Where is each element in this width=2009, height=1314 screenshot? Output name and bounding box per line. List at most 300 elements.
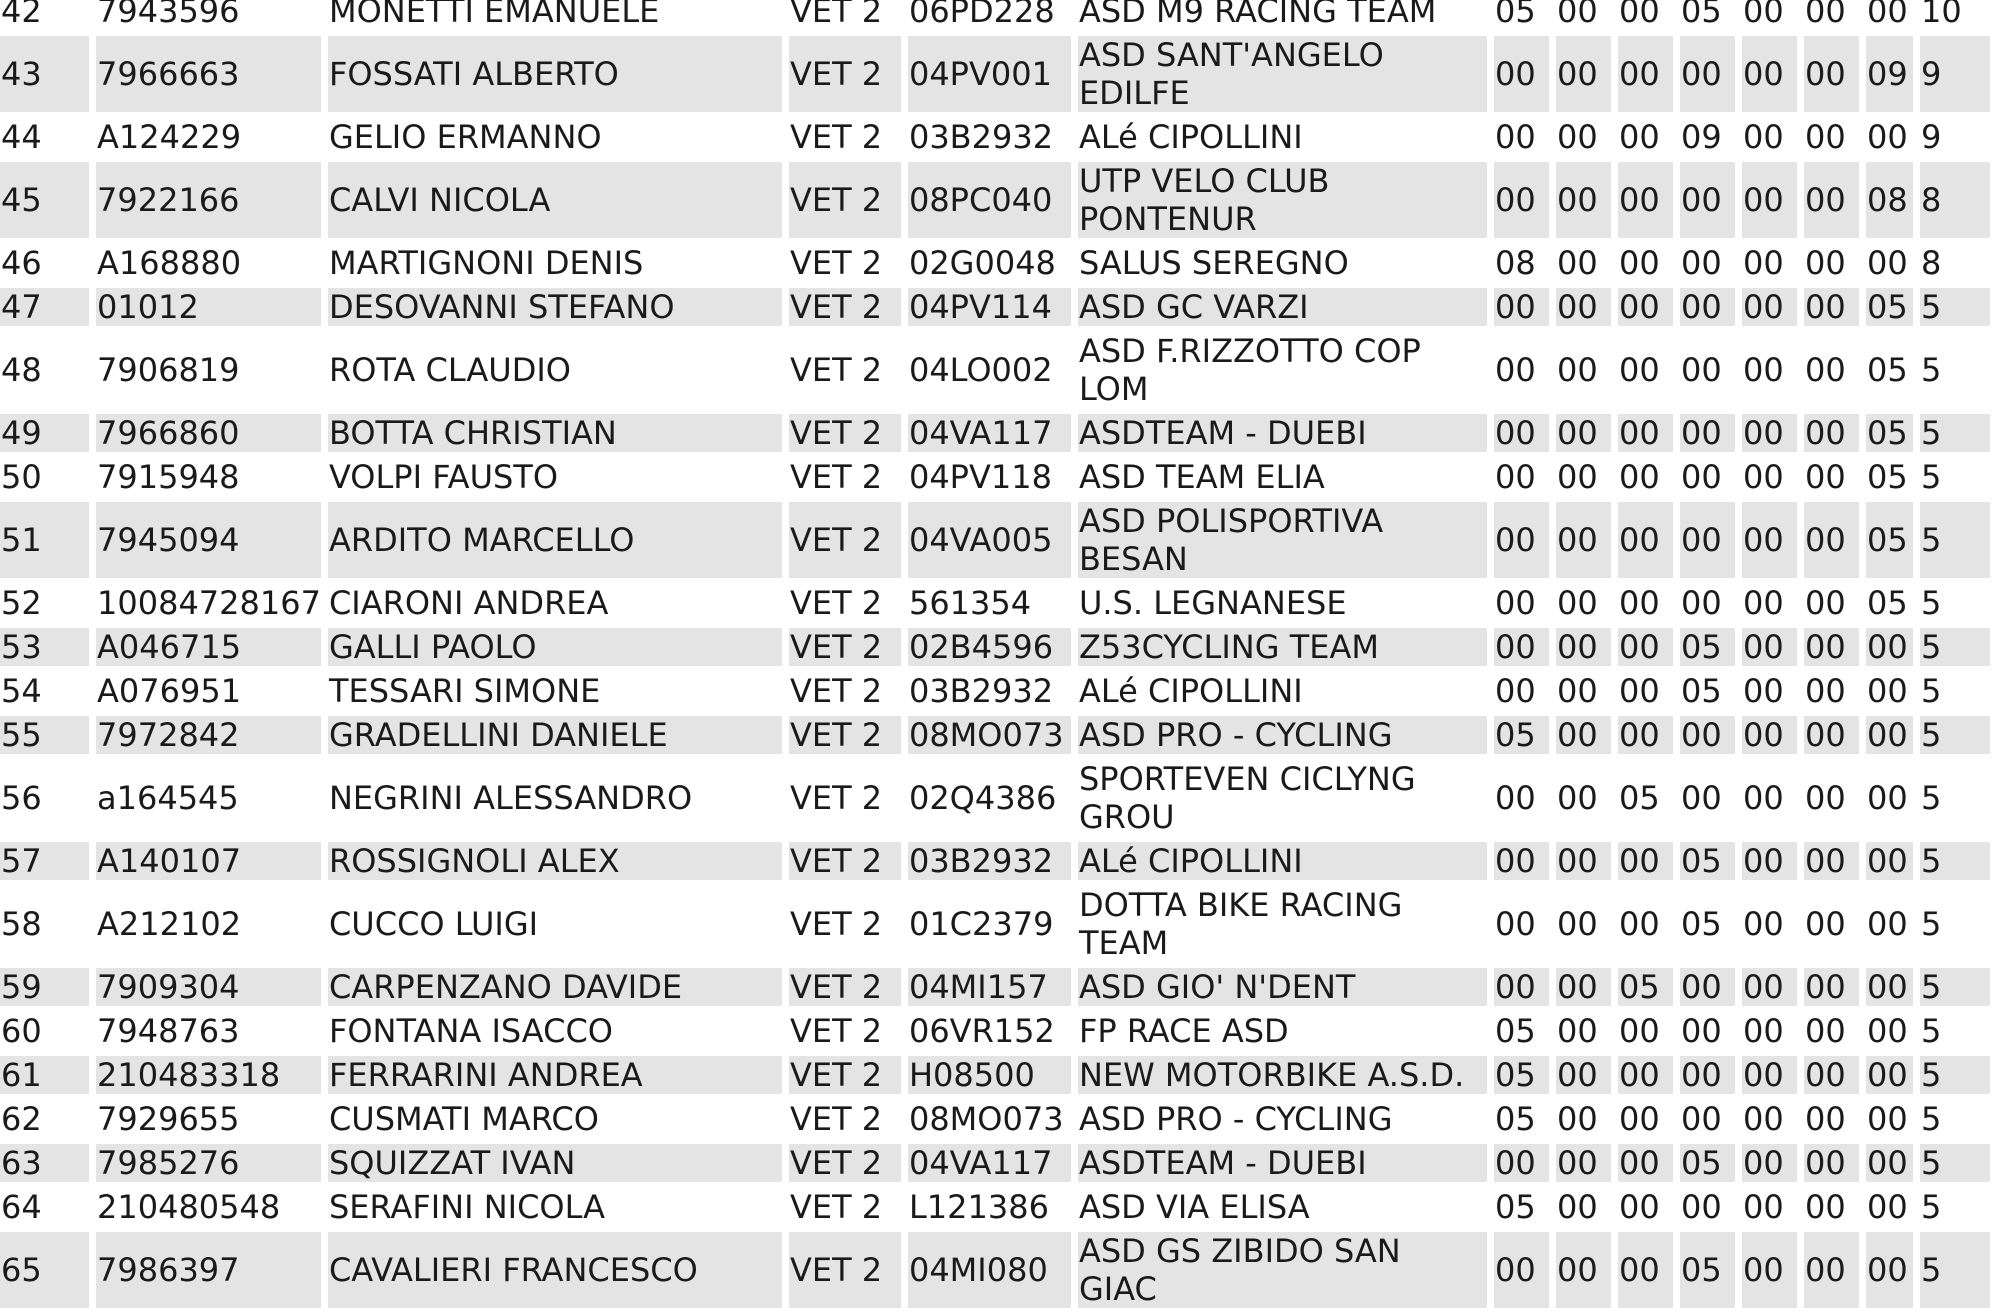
team-code-cell: H08500 xyxy=(908,1056,1071,1094)
rider-name-cell: SQUIZZAT IVAN xyxy=(328,1144,782,1182)
race-3-points-cell: 00 xyxy=(1618,842,1673,880)
race-1-points-cell: 00 xyxy=(1494,905,1536,943)
team-name-cell: SPORTEVEN CICLYNG GROU xyxy=(1078,760,1416,836)
race-2-points-cell: 00 xyxy=(1556,1232,1611,1308)
race-3-points-cell: 00 xyxy=(1618,1056,1673,1094)
race-6-points-cell: 00 xyxy=(1804,628,1859,666)
race-4-points-cell: 00 xyxy=(1680,162,1735,238)
position-cell: 47 xyxy=(0,288,89,326)
category-cell: VET 2 xyxy=(789,842,901,880)
total-points-cell: 5 xyxy=(1920,1100,1942,1138)
race-7-points-cell: 00 xyxy=(1866,716,1913,754)
race-6-points-cell: 00 xyxy=(1804,458,1846,496)
position-cell: 53 xyxy=(0,628,89,666)
race-4-points-cell: 05 xyxy=(1680,0,1722,30)
race-5-points-cell: 00 xyxy=(1742,288,1797,326)
race-3-points-cell: 00 xyxy=(1618,1232,1673,1308)
race-5-points-cell: 00 xyxy=(1742,968,1797,1006)
race-7-points-cell: 05 xyxy=(1866,502,1913,578)
race-1-points-cell: 00 xyxy=(1494,288,1549,326)
team-name-cell: ASD PRO - CYCLING xyxy=(1078,1100,1393,1138)
race-6-points-cell: 00 xyxy=(1804,502,1859,578)
table-row xyxy=(0,672,1990,710)
race-7-points-cell: 00 xyxy=(1866,1188,1908,1226)
team-code-cell: 02B4596 xyxy=(908,628,1071,666)
table-row xyxy=(0,244,1990,282)
position-cell: 52 xyxy=(1,584,42,622)
race-1-points-cell: 05 xyxy=(1494,1188,1536,1226)
license-cell: A168880 xyxy=(97,244,242,282)
table-row xyxy=(0,1056,1990,1094)
license-cell: 7972842 xyxy=(96,716,321,754)
team-name-cell: ASD M9 RACING TEAM xyxy=(1078,0,1437,30)
position-cell: 43 xyxy=(0,36,89,112)
table-row xyxy=(0,886,1990,962)
race-4-points-cell: 05 xyxy=(1680,905,1722,943)
race-6-points-cell: 00 xyxy=(1804,842,1859,880)
team-code-cell: 02Q4386 xyxy=(908,779,1057,817)
race-5-points-cell: 00 xyxy=(1742,1100,1784,1138)
team-code-cell: 01C2379 xyxy=(908,905,1054,943)
race-6-points-cell: 00 xyxy=(1804,968,1859,1006)
race-6-points-cell: 00 xyxy=(1804,1056,1859,1094)
license-cell: 7906819 xyxy=(97,351,240,389)
race-3-points-cell: 00 xyxy=(1618,1012,1660,1050)
category-cell: VET 2 xyxy=(789,244,883,282)
total-points-cell: 9 xyxy=(1920,36,1990,112)
rider-name-cell: FOSSATI ALBERTO xyxy=(328,36,782,112)
race-4-points-cell: 00 xyxy=(1680,502,1735,578)
race-3-points-cell: 00 xyxy=(1618,414,1673,452)
race-6-points-cell: 00 xyxy=(1804,1100,1846,1138)
race-6-points-cell: 00 xyxy=(1804,288,1859,326)
table-row xyxy=(0,1144,1990,1182)
race-3-points-cell: 00 xyxy=(1618,1100,1660,1138)
race-5-points-cell: 00 xyxy=(1742,628,1797,666)
license-cell: 210483318 xyxy=(96,1056,321,1094)
team-code-cell: 04VA117 xyxy=(908,1144,1071,1182)
rider-name-cell: GELIO ERMANNO xyxy=(328,118,602,156)
team-name-cell: ASD POLISPORTIVA BESAN xyxy=(1078,502,1487,578)
race-7-points-cell: 00 xyxy=(1866,1056,1913,1094)
race-3-points-cell: 00 xyxy=(1618,351,1660,389)
license-cell: A212102 xyxy=(97,905,242,943)
position-cell: 62 xyxy=(1,1100,42,1138)
race-7-points-cell: 00 xyxy=(1866,628,1913,666)
race-1-points-cell: 00 xyxy=(1494,842,1549,880)
race-5-points-cell: 00 xyxy=(1742,716,1797,754)
category-cell: VET 2 xyxy=(789,716,901,754)
rider-name-cell: MONETTI EMANUELE xyxy=(328,0,660,30)
position-cell: 64 xyxy=(1,1188,42,1226)
table-row xyxy=(0,584,1990,622)
race-2-points-cell: 00 xyxy=(1556,1012,1598,1050)
table-row xyxy=(0,968,1990,1006)
race-4-points-cell: 09 xyxy=(1680,118,1722,156)
race-2-points-cell: 00 xyxy=(1556,1144,1611,1182)
team-name-cell: ASDTEAM - DUEBI xyxy=(1078,1144,1487,1182)
table-row xyxy=(0,162,1990,238)
race-4-points-cell: 00 xyxy=(1680,779,1722,817)
race-5-points-cell: 00 xyxy=(1742,502,1797,578)
team-code-cell: 02G0048 xyxy=(908,244,1056,282)
race-4-points-cell: 00 xyxy=(1680,1012,1722,1050)
race-6-points-cell: 00 xyxy=(1804,779,1846,817)
race-6-points-cell: 00 xyxy=(1804,118,1846,156)
table-row xyxy=(0,842,1990,880)
category-cell: VET 2 xyxy=(789,1232,901,1308)
race-7-points-cell: 00 xyxy=(1866,0,1908,30)
race-2-points-cell: 00 xyxy=(1556,162,1611,238)
race-2-points-cell: 00 xyxy=(1556,584,1598,622)
team-code-cell: 06VR152 xyxy=(908,1012,1055,1050)
race-1-points-cell: 05 xyxy=(1494,1100,1536,1138)
table-row xyxy=(0,288,1990,326)
position-cell: 42 xyxy=(1,0,42,30)
table-row xyxy=(0,0,1990,30)
rider-name-cell: ARDITO MARCELLO xyxy=(328,502,782,578)
rider-name-cell: CUCCO LUIGI xyxy=(328,905,539,943)
race-6-points-cell: 00 xyxy=(1804,1232,1859,1308)
race-4-points-cell: 00 xyxy=(1680,968,1735,1006)
team-code-cell: 04MI157 xyxy=(908,968,1071,1006)
license-cell: 7909304 xyxy=(96,968,321,1006)
race-5-points-cell: 00 xyxy=(1742,351,1784,389)
team-name-cell: NEW MOTORBIKE A.S.D. xyxy=(1078,1056,1487,1094)
table-row xyxy=(0,716,1990,754)
position-cell: 59 xyxy=(0,968,89,1006)
race-2-points-cell: 00 xyxy=(1556,779,1598,817)
race-4-points-cell: 05 xyxy=(1680,1232,1735,1308)
license-cell: 10084728167 xyxy=(97,584,321,622)
team-name-cell: ASDTEAM - DUEBI xyxy=(1078,414,1487,452)
total-points-cell: 5 xyxy=(1920,458,1942,496)
race-7-points-cell: 00 xyxy=(1866,244,1908,282)
category-cell: VET 2 xyxy=(789,288,901,326)
team-name-cell: ASD PRO - CYCLING xyxy=(1078,716,1487,754)
team-name-cell: ASD SANT'ANGELO EDILFE xyxy=(1078,36,1487,112)
total-points-cell: 5 xyxy=(1920,502,1990,578)
team-code-cell: 03B2932 xyxy=(908,672,1054,710)
rider-name-cell: CALVI NICOLA xyxy=(328,162,782,238)
team-name-cell: Z53CYCLING TEAM xyxy=(1078,628,1487,666)
race-3-points-cell: 05 xyxy=(1618,779,1660,817)
race-3-points-cell: 00 xyxy=(1618,584,1660,622)
license-cell: A140107 xyxy=(96,842,321,880)
rider-name-cell: FERRARINI ANDREA xyxy=(328,1056,782,1094)
race-7-points-cell: 08 xyxy=(1866,162,1913,238)
race-5-points-cell: 00 xyxy=(1742,1188,1784,1226)
total-points-cell: 5 xyxy=(1920,584,1942,622)
table-row xyxy=(0,628,1990,666)
race-6-points-cell: 00 xyxy=(1804,351,1846,389)
license-cell: A046715 xyxy=(96,628,321,666)
race-4-points-cell: 05 xyxy=(1680,1144,1735,1182)
race-5-points-cell: 00 xyxy=(1742,244,1784,282)
license-cell: 01012 xyxy=(96,288,321,326)
category-cell: VET 2 xyxy=(789,968,901,1006)
total-points-cell: 5 xyxy=(1920,716,1990,754)
race-2-points-cell: 00 xyxy=(1556,628,1611,666)
race-3-points-cell: 00 xyxy=(1618,458,1660,496)
race-7-points-cell: 05 xyxy=(1866,584,1908,622)
race-2-points-cell: 00 xyxy=(1556,1100,1598,1138)
race-7-points-cell: 05 xyxy=(1866,414,1913,452)
position-cell: 50 xyxy=(1,458,42,496)
rider-name-cell: TESSARI SIMONE xyxy=(328,672,601,710)
team-code-cell: 04LO002 xyxy=(908,351,1053,389)
table-row xyxy=(0,332,1990,408)
table-row xyxy=(0,458,1990,496)
team-code-cell: 06PD228 xyxy=(908,0,1055,30)
race-4-points-cell: 00 xyxy=(1680,414,1735,452)
race-2-points-cell: 00 xyxy=(1556,502,1611,578)
race-5-points-cell: 00 xyxy=(1742,779,1784,817)
race-1-points-cell: 00 xyxy=(1494,628,1549,666)
race-3-points-cell: 00 xyxy=(1618,36,1673,112)
race-4-points-cell: 05 xyxy=(1680,628,1735,666)
race-2-points-cell: 00 xyxy=(1556,0,1598,30)
race-7-points-cell: 00 xyxy=(1866,672,1908,710)
table-row xyxy=(0,1232,1990,1308)
race-7-points-cell: 09 xyxy=(1866,36,1913,112)
rider-name-cell: BOTTA CHRISTIAN xyxy=(328,414,782,452)
team-code-cell: 08MO073 xyxy=(908,1100,1064,1138)
total-points-cell: 5 xyxy=(1920,779,1942,817)
position-cell: 49 xyxy=(0,414,89,452)
race-4-points-cell: 00 xyxy=(1680,716,1735,754)
race-2-points-cell: 00 xyxy=(1556,1188,1598,1226)
race-5-points-cell: 00 xyxy=(1742,458,1784,496)
table-row xyxy=(0,760,1990,836)
race-5-points-cell: 00 xyxy=(1742,118,1784,156)
race-6-points-cell: 00 xyxy=(1804,0,1846,30)
position-cell: 51 xyxy=(0,502,89,578)
race-5-points-cell: 00 xyxy=(1742,905,1784,943)
rider-name-cell: ROSSIGNOLI ALEX xyxy=(328,842,782,880)
team-code-cell: 04PV114 xyxy=(908,288,1071,326)
rider-name-cell: CAVALIERI FRANCESCO xyxy=(328,1232,782,1308)
race-2-points-cell: 00 xyxy=(1556,905,1598,943)
race-3-points-cell: 05 xyxy=(1618,968,1673,1006)
race-6-points-cell: 00 xyxy=(1804,1012,1846,1050)
race-5-points-cell: 00 xyxy=(1742,584,1784,622)
race-2-points-cell: 00 xyxy=(1556,351,1598,389)
race-6-points-cell: 00 xyxy=(1804,1188,1846,1226)
race-1-points-cell: 00 xyxy=(1494,968,1549,1006)
race-1-points-cell: 05 xyxy=(1494,1056,1549,1094)
category-cell: VET 2 xyxy=(789,458,883,496)
race-1-points-cell: 05 xyxy=(1494,0,1536,30)
team-name-cell: ASD TEAM ELIA xyxy=(1078,458,1325,496)
total-points-cell: 5 xyxy=(1920,1056,1990,1094)
total-points-cell: 5 xyxy=(1920,842,1990,880)
team-name-cell: U.S. LEGNANESE xyxy=(1078,584,1347,622)
race-3-points-cell: 00 xyxy=(1618,1144,1673,1182)
team-code-cell: 04MI080 xyxy=(908,1232,1071,1308)
race-7-points-cell: 00 xyxy=(1866,1144,1913,1182)
total-points-cell: 9 xyxy=(1920,118,1942,156)
race-5-points-cell: 00 xyxy=(1742,0,1784,30)
race-1-points-cell: 05 xyxy=(1494,716,1549,754)
team-name-cell: ASD GC VARZI xyxy=(1078,288,1487,326)
race-4-points-cell: 00 xyxy=(1680,351,1722,389)
table-row xyxy=(0,118,1990,156)
license-cell: A076951 xyxy=(97,672,242,710)
category-cell: VET 2 xyxy=(789,779,883,817)
race-7-points-cell: 00 xyxy=(1866,118,1908,156)
team-code-cell: 03B2932 xyxy=(908,118,1054,156)
rider-name-cell: NEGRINI ALESSANDRO xyxy=(328,779,693,817)
table-row xyxy=(0,414,1990,452)
race-5-points-cell: 00 xyxy=(1742,414,1797,452)
position-cell: 54 xyxy=(1,672,42,710)
total-points-cell: 5 xyxy=(1920,288,1990,326)
team-name-cell: ASD GS ZIBIDO SAN GIAC xyxy=(1078,1232,1487,1308)
team-code-cell: 04VA005 xyxy=(908,502,1071,578)
position-cell: 65 xyxy=(0,1232,89,1308)
table-row xyxy=(0,1188,1990,1226)
race-1-points-cell: 08 xyxy=(1494,244,1536,282)
rider-name-cell: FONTANA ISACCO xyxy=(328,1012,613,1050)
race-1-points-cell: 00 xyxy=(1494,458,1536,496)
race-7-points-cell: 00 xyxy=(1866,1012,1908,1050)
team-code-cell: 08MO073 xyxy=(908,716,1071,754)
team-name-cell: ALé CIPOLLINI xyxy=(1078,842,1487,880)
total-points-cell: 5 xyxy=(1920,968,1990,1006)
race-1-points-cell: 05 xyxy=(1494,1012,1536,1050)
race-3-points-cell: 00 xyxy=(1618,244,1660,282)
race-1-points-cell: 00 xyxy=(1494,779,1536,817)
rider-name-cell: MARTIGNONI DENIS xyxy=(328,244,644,282)
team-name-cell: ASD VIA ELISA xyxy=(1078,1188,1310,1226)
position-cell: 58 xyxy=(1,905,42,943)
total-points-cell: 8 xyxy=(1920,244,1942,282)
race-2-points-cell: 00 xyxy=(1556,968,1611,1006)
race-6-points-cell: 00 xyxy=(1804,584,1846,622)
table-row xyxy=(0,1012,1990,1050)
team-name-cell: DOTTA BIKE RACING TEAM xyxy=(1078,886,1403,962)
license-cell: 7915948 xyxy=(97,458,240,496)
category-cell: VET 2 xyxy=(789,351,883,389)
category-cell: VET 2 xyxy=(789,584,883,622)
race-2-points-cell: 00 xyxy=(1556,716,1611,754)
race-2-points-cell: 00 xyxy=(1556,842,1611,880)
team-name-cell: ALé CIPOLLINI xyxy=(1078,118,1303,156)
race-3-points-cell: 00 xyxy=(1618,288,1673,326)
rider-name-cell: VOLPI FAUSTO xyxy=(328,458,559,496)
rider-name-cell: CIARONI ANDREA xyxy=(328,584,609,622)
position-cell: 55 xyxy=(0,716,89,754)
race-1-points-cell: 00 xyxy=(1494,351,1536,389)
race-7-points-cell: 00 xyxy=(1866,1232,1913,1308)
race-2-points-cell: 00 xyxy=(1556,1056,1611,1094)
team-name-cell: UTP VELO CLUB PONTENUR xyxy=(1078,162,1487,238)
team-name-cell: ASD GIO' N'DENT xyxy=(1078,968,1487,1006)
license-cell: a164545 xyxy=(97,779,239,817)
license-cell: A124229 xyxy=(97,118,242,156)
race-2-points-cell: 00 xyxy=(1556,458,1598,496)
license-cell: 7929655 xyxy=(97,1100,240,1138)
license-cell: 7945094 xyxy=(96,502,321,578)
race-3-points-cell: 00 xyxy=(1618,716,1673,754)
race-1-points-cell: 00 xyxy=(1494,118,1536,156)
team-code-cell: 08PC040 xyxy=(908,162,1071,238)
position-cell: 57 xyxy=(0,842,89,880)
race-5-points-cell: 00 xyxy=(1742,36,1797,112)
team-name-cell: FP RACE ASD xyxy=(1078,1012,1289,1050)
rider-name-cell: ROTA CLAUDIO xyxy=(328,351,571,389)
race-6-points-cell: 00 xyxy=(1804,162,1859,238)
license-cell: 7985276 xyxy=(96,1144,321,1182)
category-cell: VET 2 xyxy=(789,162,901,238)
license-cell: 7986397 xyxy=(96,1232,321,1308)
race-1-points-cell: 00 xyxy=(1494,162,1549,238)
team-name-cell: ASD F.RIZZOTTO COP LOM xyxy=(1078,332,1421,408)
license-cell: 7922166 xyxy=(96,162,321,238)
race-4-points-cell: 00 xyxy=(1680,36,1735,112)
race-2-points-cell: 00 xyxy=(1556,244,1598,282)
rider-name-cell: CARPENZANO DAVIDE xyxy=(328,968,782,1006)
license-cell: 210480548 xyxy=(97,1188,281,1226)
license-cell: 7948763 xyxy=(97,1012,240,1050)
race-6-points-cell: 00 xyxy=(1804,244,1846,282)
total-points-cell: 5 xyxy=(1920,1188,1942,1226)
license-cell: 7966663 xyxy=(96,36,321,112)
team-code-cell: 561354 xyxy=(908,584,1032,622)
category-cell: VET 2 xyxy=(789,36,901,112)
race-3-points-cell: 00 xyxy=(1618,905,1660,943)
table-row xyxy=(0,1100,1990,1138)
race-3-points-cell: 00 xyxy=(1618,628,1673,666)
rider-name-cell: GRADELLINI DANIELE xyxy=(328,716,782,754)
total-points-cell: 5 xyxy=(1920,672,1942,710)
category-cell: VET 2 xyxy=(789,1100,883,1138)
team-code-cell: 04VA117 xyxy=(908,414,1071,452)
category-cell: VET 2 xyxy=(789,118,883,156)
position-cell: 46 xyxy=(1,244,42,282)
category-cell: VET 2 xyxy=(789,1012,883,1050)
category-cell: VET 2 xyxy=(789,502,901,578)
total-points-cell: 5 xyxy=(1920,628,1990,666)
position-cell: 45 xyxy=(0,162,89,238)
race-3-points-cell: 00 xyxy=(1618,672,1660,710)
team-name-cell: SALUS SEREGNO xyxy=(1078,244,1349,282)
race-6-points-cell: 00 xyxy=(1804,414,1859,452)
race-2-points-cell: 00 xyxy=(1556,672,1598,710)
race-5-points-cell: 00 xyxy=(1742,1232,1797,1308)
team-code-cell: 04PV001 xyxy=(908,36,1071,112)
rider-name-cell: GALLI PAOLO xyxy=(328,628,782,666)
team-code-cell: 03B2932 xyxy=(908,842,1071,880)
license-cell: 7943596 xyxy=(97,0,240,30)
race-4-points-cell: 00 xyxy=(1680,1188,1722,1226)
race-5-points-cell: 00 xyxy=(1742,842,1797,880)
race-3-points-cell: 00 xyxy=(1618,0,1660,30)
category-cell: VET 2 xyxy=(789,628,901,666)
race-4-points-cell: 00 xyxy=(1680,584,1722,622)
race-5-points-cell: 00 xyxy=(1742,1012,1784,1050)
race-7-points-cell: 05 xyxy=(1866,351,1908,389)
race-3-points-cell: 00 xyxy=(1618,502,1673,578)
race-4-points-cell: 00 xyxy=(1680,288,1735,326)
race-6-points-cell: 00 xyxy=(1804,36,1859,112)
race-2-points-cell: 00 xyxy=(1556,36,1611,112)
category-cell: VET 2 xyxy=(789,1056,901,1094)
race-7-points-cell: 00 xyxy=(1866,905,1908,943)
team-name-cell: ALé CIPOLLINI xyxy=(1078,672,1303,710)
race-2-points-cell: 00 xyxy=(1556,414,1611,452)
